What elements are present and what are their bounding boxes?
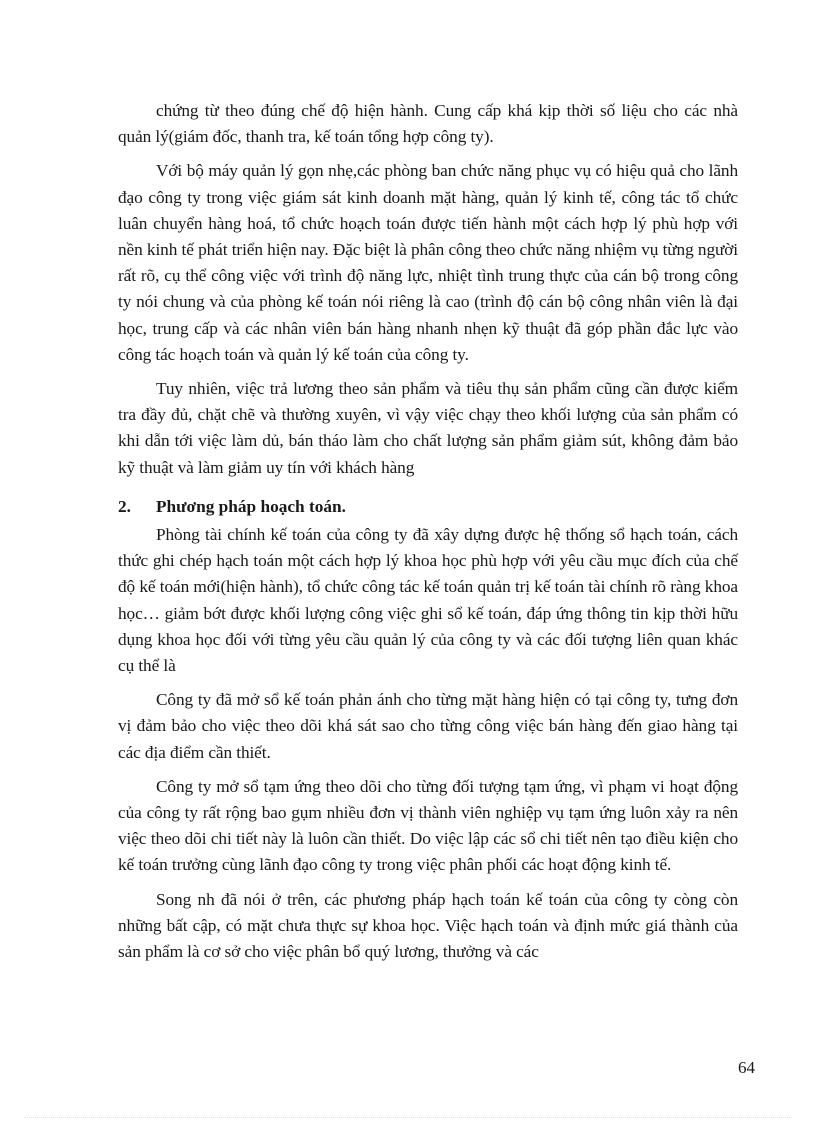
paragraph-accounting-system: Phòng tài chính kế toán của công ty đã xây dựng được hệ thống sổ hạch toán, cách thức ghi chép hạch toán một cách hợp lý khoa học phù hợp với yêu cầu mục đích của chế độ kế toán mới(hiện hành), tổ chức công tác kế toán quản trị kế toán tài chính rõ ràng khoa học… giảm bớt được khối lượng công việc ghi sổ kế toán, đáp ứng thông tin kịp thời hữu dụng khoa học đối với từng yêu cầu quản lý của công ty và các đối tượng liên quan khác cụ thể là [118,525,738,676]
footer-divider [24,1117,792,1118]
paragraph-management-structure: Với bộ máy quản lý gọn nhẹ,các phòng ban chức năng phục vụ có hiệu quả cho lãnh đạo công ty trong việc giám sát kinh doanh mặt hàng, quản lý kinh tế, công tác tổ chức luân chuyển hàng hoá, tổ chức hoạch toán được tiến hành một cách hợp lý phù hợp với nền kinh tế phát triển hiện nay. Đặc biệt là phân công theo chức năng nhiệm vụ từng người rất rõ, cụ thể công việc với trình độ năng lực, nhiệt tình trung thực của cán bộ trong công ty nói chung và của phòng kế toán nói riêng là cao (trình độ cán bộ công nhân viên là đại học, trung cấp và các nhân viên bán hàng nhanh nhẹn kỹ thuật đã góp phần đắc lực vào công tác hoạch toán và quản lý kế toán của công ty. [118,161,738,364]
section-title: Phương pháp hoạch toán. [156,496,346,516]
page-number: 64 [738,1058,755,1077]
document-body [118,98,738,965]
section-heading [118,494,738,520]
paragraph-document-flow: chứng từ theo đúng chế độ hiện hành. Cung cấp khá kịp thời số liệu cho các nhà quản lý(giám đốc, thanh tra, kế toán tổng hợp công ty). [118,101,738,147]
paragraph-limitations: Tuy nhiên, việc trả lương theo sản phẩm và tiêu thụ sản phẩm cũng cần được kiểm tra đầy đủ, chặt chẽ và thường xuyên, vì vậy việc chạy theo khối lượng của sản phẩm có khi dẫn tới việc làm dủ, bán tháo làm cho chất lượng sản phẩm giảm sút, không đảm bảo kỹ thuật và làm giảm uy tín với khách hàng [118,379,738,477]
paragraph-ledger-per-item: Công ty đã mở sổ kế toán phản ánh cho từng mặt hàng hiện có tại công ty, tưng đơn vị đảm bảo cho việc theo dõi khá sát sao cho từng công việc bán hàng đến giao hàng tại các địa điểm cần thiết. [118,690,738,762]
paragraph-shortcomings: Song nh đã nói ở trên, các phương pháp hạch toán kế toán của công ty còng còn những bất cập, có mặt chưa thực sự khoa học. Việc hạch toán và định mức giá thành của sản phẩm là cơ sở cho việc phân bổ quý lương, thưởng và các [118,889,738,962]
section-number: 2. [118,496,131,516]
paragraph-advance-ledger: Công ty mở sổ tạm ứng theo dõi cho từng đối tượng tạm ứng, vì phạm vi hoạt động của công ty rất rộng bao gụm nhiều đơn vị thành viên nghiệp vụ tạm ứng luôn xảy ra nên việc theo dõi chi tiết này là luôn cần thiết. Do việc lập các sổ chi tiết nên tạo điều kiện cho kế toán trưởng cùng lãnh đạo công ty trong việc phân phối các hoạt động kinh tế. [118,776,738,875]
